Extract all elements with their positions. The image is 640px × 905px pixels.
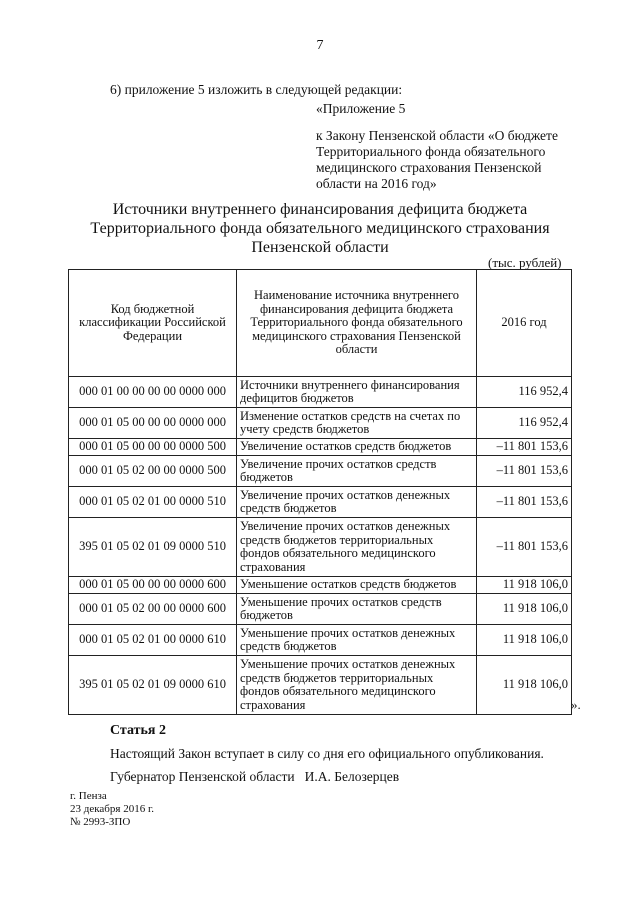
row-code: 000 01 05 00 00 00 0000 000 — [69, 408, 237, 439]
row-value: 116 952,4 — [477, 408, 572, 439]
row-name: Увеличение остатков средств бюджетов — [237, 439, 477, 456]
table-row — [69, 487, 572, 518]
appendix-reference: к Закону Пензенской области «О бюджете Территориального фонда обязательного медицинского страхования Пензенской области на 2016 год» — [316, 128, 558, 191]
appendix-title: «Приложение 5 — [316, 101, 406, 116]
row-name: Уменьшение остатков средств бюджетов — [237, 577, 477, 594]
financing-sources-table — [68, 269, 572, 715]
header-year: 2016 год — [477, 270, 572, 377]
row-code: 395 01 05 02 01 09 0000 510 — [69, 518, 237, 577]
signature-block — [110, 769, 399, 785]
heading-line-1: Источники внутреннего финансирования дефицита бюджета — [112, 201, 528, 218]
row-code: 000 01 05 02 01 00 0000 610 — [69, 625, 237, 656]
table-row — [69, 439, 572, 456]
header-code: Код бюджетной классификации Российской Федерации — [69, 270, 237, 377]
row-code: 000 01 05 02 00 00 0000 600 — [69, 594, 237, 625]
row-code: 000 01 05 00 00 00 0000 600 — [69, 577, 237, 594]
signature-name: И.А. Белозерцев — [304, 769, 400, 784]
row-name: Источники внутреннего финансирования дефицитов бюджетов — [237, 377, 477, 408]
footer-date: 23 декабря 2016 г. — [70, 803, 154, 815]
row-name: Уменьшение прочих остатков денежных средств бюджетов — [237, 625, 477, 656]
document-footer — [70, 790, 154, 829]
table-row — [69, 408, 572, 439]
row-value: –11 801 153,6 — [477, 456, 572, 487]
table-row — [69, 518, 572, 577]
heading-line-3: Пензенской области — [251, 239, 389, 256]
row-value: –11 801 153,6 — [477, 439, 572, 456]
row-name: Увеличение прочих остатков денежных средств бюджетов — [237, 487, 477, 518]
table-row — [69, 577, 572, 594]
row-code: 395 01 05 02 01 09 0000 610 — [69, 656, 237, 715]
heading-line-2: Территориального фонда обязательного медицинского страхования — [90, 220, 550, 237]
page-number: 7 — [316, 38, 324, 53]
row-value: –11 801 153,6 — [477, 487, 572, 518]
table-header-row — [69, 270, 572, 377]
row-code: 000 01 05 00 00 00 0000 500 — [69, 439, 237, 456]
row-name: Увеличение прочих остатков средств бюджетов — [237, 456, 477, 487]
row-name: Уменьшение прочих остатков средств бюджетов — [237, 594, 477, 625]
table-row — [69, 456, 572, 487]
row-code: 000 01 05 02 00 00 0000 500 — [69, 456, 237, 487]
article-text: Настоящий Закон вступает в силу со дня его официального опубликования. — [110, 746, 544, 761]
table-heading — [70, 200, 570, 257]
table-row — [69, 625, 572, 656]
amendment-intro: 6) приложение 5 изложить в следующей редакции: — [110, 82, 403, 97]
closing-quote-mark: ». — [571, 697, 581, 712]
row-name: Увеличение прочих остатков денежных средств бюджетов территориальных фондов обязательного медицинского страхования — [237, 518, 477, 577]
footer-number: № 2993-ЗПО — [70, 816, 131, 828]
row-value: 116 952,4 — [477, 377, 572, 408]
row-value: 11 918 106,0 — [477, 656, 572, 715]
row-name: Уменьшение прочих остатков денежных средств бюджетов территориальных фондов обязательного медицинского страхования — [237, 656, 477, 715]
footer-city: г. Пенза — [70, 790, 107, 802]
header-name: Наименование источника внутреннего финансирования дефицита бюджета Территориального фонда обязательного медицинского страхования Пензенской области — [237, 270, 477, 377]
table-row — [69, 594, 572, 625]
signature-title: Губернатор Пензенской области — [110, 769, 295, 784]
row-name: Изменение остатков средств на счетах по учету средств бюджетов — [237, 408, 477, 439]
row-code: 000 01 05 02 01 00 0000 510 — [69, 487, 237, 518]
units-label: (тыс. рублей) — [488, 255, 562, 270]
row-value: 11 918 106,0 — [477, 594, 572, 625]
row-code: 000 01 00 00 00 00 0000 000 — [69, 377, 237, 408]
row-value: 11 918 106,0 — [477, 625, 572, 656]
table-row — [69, 377, 572, 408]
row-value: 11 918 106,0 — [477, 577, 572, 594]
article-title: Статья 2 — [110, 723, 166, 738]
table-row — [69, 656, 572, 715]
row-value: –11 801 153,6 — [477, 518, 572, 577]
